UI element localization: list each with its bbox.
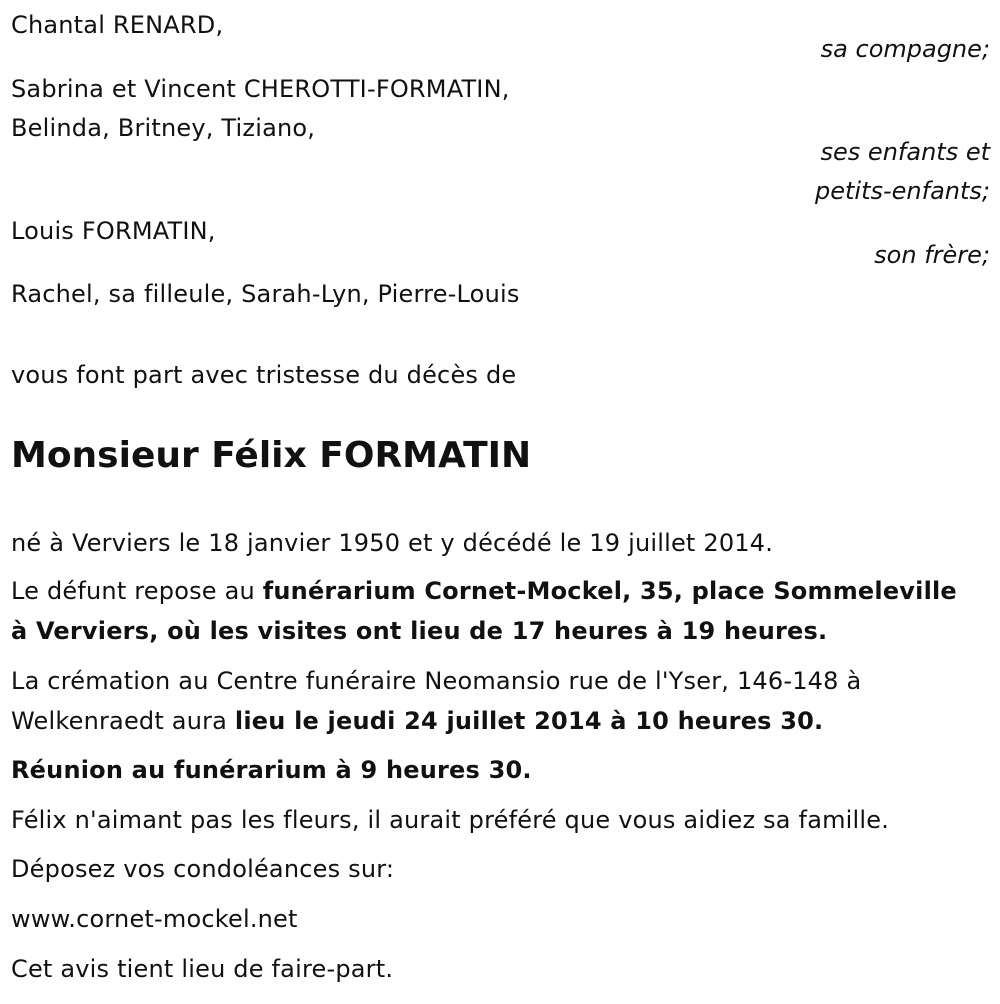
- repose-prefix: Le défunt repose au: [11, 577, 263, 605]
- cremation-line-2: [11, 706, 823, 736]
- goddaughter-line: Rachel, sa filleule, Sarah-Lyn, Pierre-Louis: [11, 280, 520, 308]
- companion-role: sa compagne;: [820, 35, 990, 63]
- repose-location: funérarium Cornet-Mockel, 35, place Sommeleville: [262, 577, 957, 605]
- companion-name: Chantal RENARD,: [11, 11, 224, 39]
- deceased-name: Monsieur Félix FORMATIN: [11, 435, 532, 476]
- cremation-line-1: La crémation au Centre funéraire Neomansio rue de l'Yser, 146-148 à: [11, 667, 862, 695]
- announcement-intro: vous font part avec tristesse du décès de: [11, 361, 517, 389]
- condolences-label: Déposez vos condoléances sur:: [11, 855, 395, 883]
- brother-role: son frère;: [874, 241, 990, 269]
- repose-line-2: à Verviers, où les visites ont lieu de 17 heures à 19 heures.: [11, 617, 828, 645]
- children-role-line-1: ses enfants et: [820, 138, 990, 166]
- website-link[interactable]: www.cornet-mockel.net: [11, 905, 298, 933]
- children-role-line-2: petits-enfants;: [815, 177, 990, 205]
- cremation-prefix: Welkenraedt aura: [11, 707, 235, 735]
- children-line-2: Belinda, Britney, Tiziano,: [11, 114, 316, 142]
- notice-line: Cet avis tient lieu de faire-part.: [11, 955, 394, 983]
- repose-line-1: [11, 576, 957, 606]
- birth-death-line: né à Verviers le 18 janvier 1950 et y décédé le 19 juillet 2014.: [11, 529, 774, 557]
- cremation-date: lieu le jeudi 24 juillet 2014 à 10 heures 30.: [234, 707, 824, 735]
- flowers-line: Félix n'aimant pas les fleurs, il aurait préféré que vous aidiez sa famille.: [11, 806, 890, 834]
- children-line-1: Sabrina et Vincent CHEROTTI-FORMATIN,: [11, 75, 510, 103]
- brother-name: Louis FORMATIN,: [11, 217, 216, 245]
- reunion-line: Réunion au funérarium à 9 heures 30.: [11, 756, 532, 784]
